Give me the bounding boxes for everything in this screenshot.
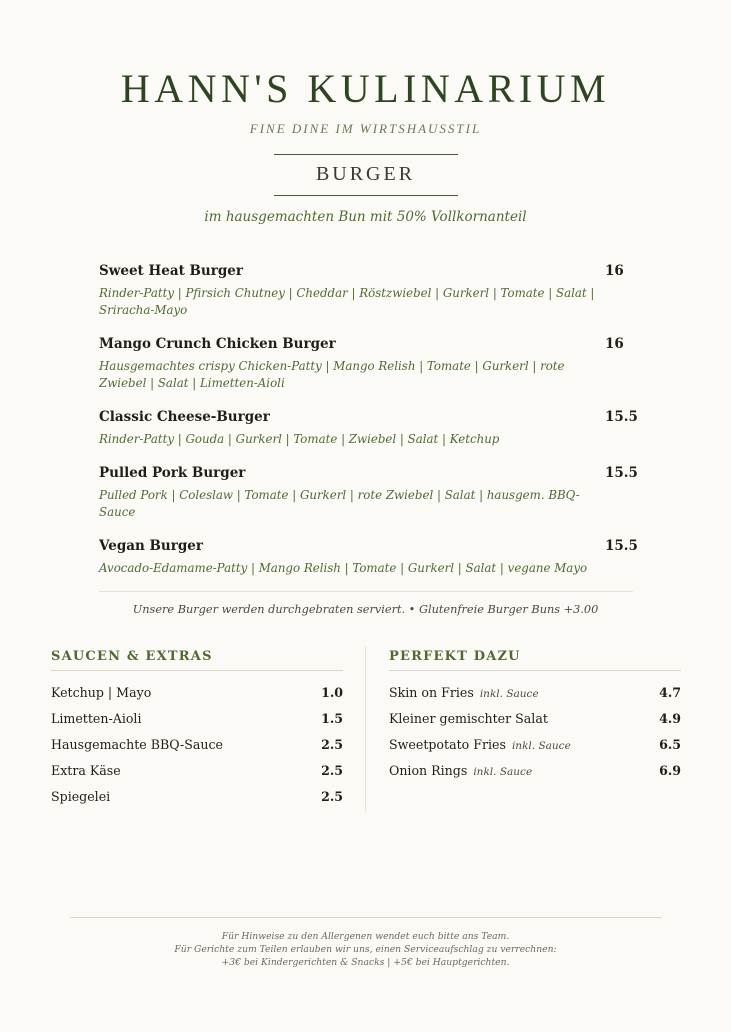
item-name: Limetten-Aioli — [51, 711, 142, 726]
burger-name: Classic Cheese-Burger — [99, 409, 270, 425]
burger-name: Sweet Heat Burger — [99, 263, 243, 279]
item-price: 2.5 — [321, 789, 343, 804]
footer-line-allergens: Für Hinweise zu den Allergenen wendet euch bitte ans Team. — [221, 931, 510, 942]
footer-rule — [70, 917, 661, 918]
sauces-list — [51, 685, 343, 815]
sides-title: PERFEKT DAZU — [389, 648, 681, 671]
burger-note: Unsere Burger werden durchgebraten serviert. • Glutenfreie Burger Buns +3.00 — [132, 603, 599, 616]
item-name: Ketchup | Mayo — [51, 685, 152, 700]
burger-description: Rinder-Patty | Gouda | Gurkerl | Tomate | Zwiebel | Salat | Ketchup — [99, 432, 500, 446]
burger-item — [99, 335, 633, 392]
burger-price: 15.5 — [605, 538, 638, 554]
list-item — [51, 737, 343, 763]
footer-line-service: Für Gerichte zum Teilen erlauben wir uns, einen Serviceaufschlag zu verrechnen: — [174, 944, 557, 955]
burger-divider — [99, 591, 633, 592]
item-name: Skin on Fries — [389, 685, 474, 700]
item-name: Extra Käse — [51, 763, 121, 778]
item-price: 2.5 — [321, 737, 343, 752]
list-item — [389, 685, 681, 711]
restaurant-name: HANN'S KULINARIUM — [120, 66, 611, 111]
list-item — [51, 685, 343, 711]
list-item — [51, 763, 343, 789]
item-note: inkl. Sauce — [511, 740, 571, 752]
footer-line-surcharge: +3€ bei Kindergerichten & Snacks | +5€ bei Hauptgerichten. — [221, 957, 510, 968]
burger-price: 15.5 — [605, 465, 638, 481]
list-item — [51, 789, 343, 815]
item-name: Sweetpotato Fries — [389, 737, 506, 752]
section-subtitle: im hausgemachten Bun mit 50% Vollkornanteil — [204, 209, 527, 225]
burger-name: Mango Crunch Chicken Burger — [99, 336, 336, 352]
burger-price: 15.5 — [605, 409, 638, 425]
item-price: 4.9 — [659, 711, 681, 726]
burger-list — [99, 262, 638, 593]
item-name: Kleiner gemischter Salat — [389, 711, 548, 726]
list-item — [389, 711, 681, 737]
item-note: inkl. Sauce — [473, 766, 533, 778]
burger-description: Avocado-Edamame-Patty | Mango Relish | Tomate | Gurkerl | Salat | vegane Mayo — [99, 561, 588, 575]
item-note: inkl. Sauce — [479, 688, 539, 700]
item-name: Spiegelei — [51, 789, 111, 804]
burger-item — [99, 262, 633, 319]
list-item — [389, 737, 681, 763]
item-price: 1.0 — [321, 685, 343, 700]
sides-section — [389, 648, 681, 789]
list-item — [51, 711, 343, 737]
item-price: 1.5 — [321, 711, 343, 726]
burger-name: Pulled Pork Burger — [99, 465, 246, 481]
burger-item — [99, 537, 638, 577]
sauces-title: SAUCEN & EXTRAS — [51, 648, 343, 671]
section-title: BURGER — [315, 163, 416, 185]
burger-item — [99, 408, 638, 448]
item-price: 6.5 — [659, 737, 681, 752]
burger-item — [99, 464, 638, 521]
list-item — [389, 763, 681, 789]
burger-price: 16 — [605, 336, 624, 352]
burger-name: Vegan Burger — [99, 538, 204, 554]
item-price: 4.7 — [659, 685, 681, 700]
burger-price: 16 — [605, 263, 624, 279]
burger-description: Pulled Pork | Coleslaw | Tomate | Gurkerl | rote Zwiebel | Salat | hausgem. BBQ-Sauce — [99, 488, 580, 519]
burger-description: Hausgemachtes crispy Chicken-Patty | Mango Relish | Tomate | Gurkerl | rote Zwiebel | Salat | Limetten-Aioli — [99, 359, 565, 390]
footer — [0, 930, 731, 969]
item-name: Onion Rings — [389, 763, 468, 778]
title-rule-top — [274, 154, 458, 155]
sauces-section — [51, 648, 343, 815]
burger-description: Rinder-Patty | Pfirsich Chutney | Cheddar | Röstzwiebel | Gurkerl | Tomate | Salat | Sriracha-Mayo — [99, 286, 595, 317]
title-rule-bottom — [274, 195, 458, 196]
tagline: FINE DINE IM WIRTSHAUSSTIL — [249, 121, 482, 136]
sides-list — [389, 685, 681, 789]
item-price: 6.9 — [659, 763, 681, 778]
item-price: 2.5 — [321, 763, 343, 778]
column-divider — [365, 646, 366, 812]
item-name: Hausgemachte BBQ-Sauce — [51, 737, 224, 752]
